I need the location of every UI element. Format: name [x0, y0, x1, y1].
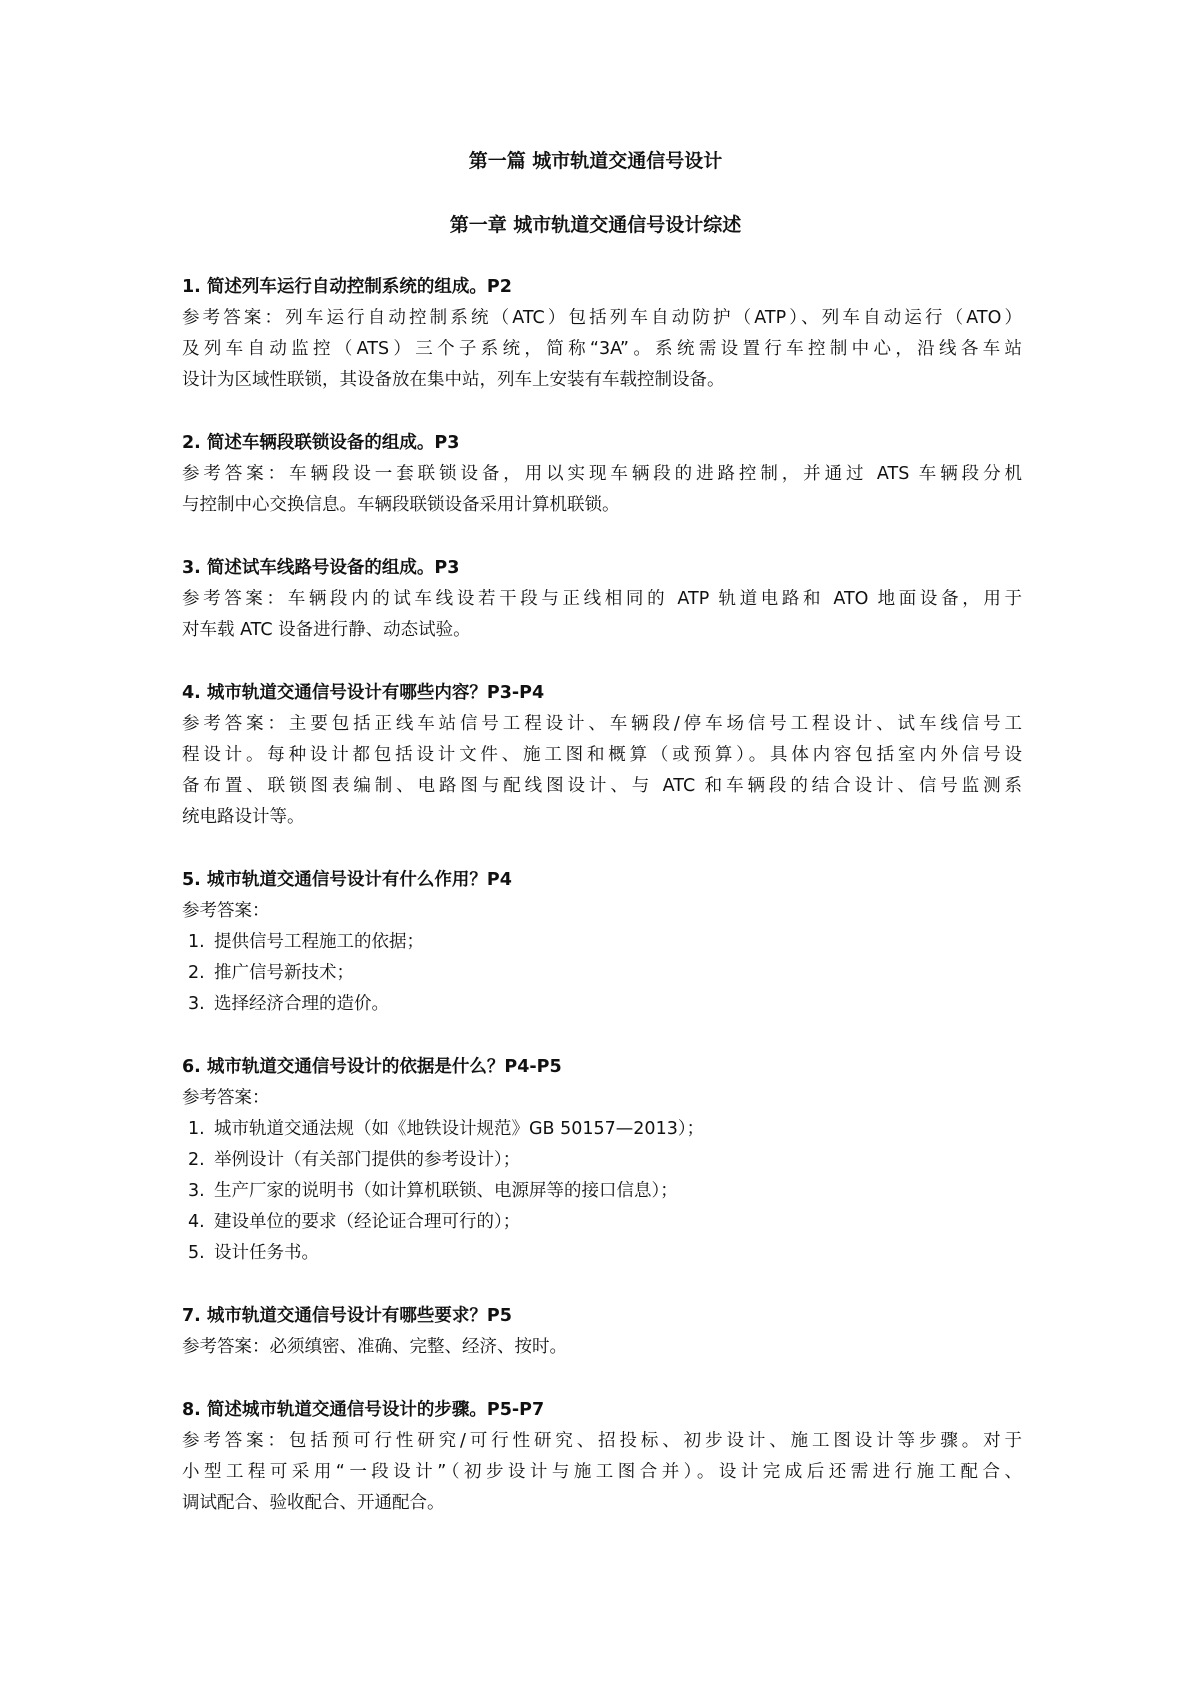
- item-text: 提供信号工程施工的依据；: [214, 932, 424, 952]
- list-item: [182, 1114, 1022, 1145]
- question-8: [182, 1395, 1022, 1519]
- answer-line: 备布置、联锁图表编制、电路图与配线图设计、与 ATC 和车辆段的结合设计、信号监测系: [182, 776, 1022, 796]
- list-item: [182, 1207, 1022, 1238]
- question-title: 8. 简述城市轨道交通信号设计的步骤。P5-P7: [182, 1400, 545, 1420]
- item-number: 2.: [188, 963, 205, 983]
- answer-line: 小型工程可采用“一段设计”（初步设计与施工图合并）。设计完成后还需进行施工配合、: [182, 1462, 1022, 1482]
- question-2: [182, 428, 1022, 521]
- part-title: 第一篇 城市轨道交通信号设计: [468, 150, 723, 172]
- item-number: 3.: [188, 1181, 205, 1201]
- item-text: 城市轨道交通法规（如《地铁设计规范》GB 50157—2013）；: [214, 1119, 705, 1139]
- question-4: [182, 678, 1022, 833]
- list-item: [182, 1238, 1022, 1269]
- question-7: [182, 1301, 1022, 1363]
- answer-line: 设计为区域性联锁，其设备放在集中站，列车上安装有车载控制设备。: [182, 370, 725, 390]
- answer-line: 及列车自动监控（ATS）三个子系统，简称“3A”。系统需设置行车控制中心，沿线各车站: [182, 339, 1022, 359]
- answer-line: 程设计。每种设计都包括设计文件、施工图和概算（或预算）。具体内容包括室内外信号设: [182, 745, 1022, 765]
- question-title: 5. 城市轨道交通信号设计有什么作用？P4: [182, 870, 512, 890]
- list-item: [182, 958, 1022, 989]
- answer-line: 参考答案：主要包括正线车站信号工程设计、车辆段/停车场信号工程设计、试车线信号工: [182, 714, 1022, 734]
- answer-line: 参考答案：包括预可行性研究/可行性研究、招投标、初步设计、施工图设计等步骤。对于: [182, 1431, 1022, 1451]
- question-5: [182, 865, 1022, 1020]
- question-6: [182, 1052, 1022, 1269]
- list-item: [182, 927, 1022, 958]
- answer-line: 统电路设计等。: [182, 807, 305, 827]
- item-text: 选择经济合理的造价。: [214, 994, 389, 1014]
- answer-line: 参考答案：列车运行自动控制系统（ATC）包括列车自动防护（ATP）、列车自动运行（ATO）: [182, 308, 1022, 328]
- item-number: 2.: [188, 1150, 205, 1170]
- answer-line: 参考答案：必须缜密、准确、完整、经济、按时。: [182, 1337, 567, 1357]
- list-item: [182, 1176, 1022, 1207]
- answer-line: 调试配合、验收配合、开通配合。: [182, 1493, 445, 1513]
- question-list: [182, 272, 1022, 1551]
- answer-line: 对车载 ATC 设备进行静、动态试验。: [182, 620, 471, 640]
- answer-line: 与控制中心交换信息。车辆段联锁设备采用计算机联锁。: [182, 495, 620, 515]
- answer-label: 参考答案：: [182, 901, 270, 921]
- item-text: 建设单位的要求（经论证合理可行的）；: [214, 1212, 521, 1232]
- item-text: 举例设计（有关部门提供的参考设计）；: [214, 1150, 521, 1170]
- question-title: 4. 城市轨道交通信号设计有哪些内容？P3-P4: [182, 683, 545, 703]
- answer-line: 参考答案：车辆段设一套联锁设备，用以实现车辆段的进路控制，并通过 ATS 车辆段分机: [182, 464, 1022, 484]
- chapter-title: 第一章 城市轨道交通信号设计综述: [449, 214, 742, 236]
- item-number: 4.: [188, 1212, 205, 1232]
- item-number: 1.: [188, 1119, 205, 1139]
- item-text: 生产厂家的说明书（如计算机联锁、电源屏等的接口信息）；: [214, 1181, 678, 1201]
- question-1: [182, 272, 1022, 396]
- question-title: 2. 简述车辆段联锁设备的组成。P3: [182, 433, 460, 453]
- item-text: 设计任务书。: [214, 1243, 319, 1263]
- item-number: 1.: [188, 932, 205, 952]
- question-title: 7. 城市轨道交通信号设计有哪些要求？P5: [182, 1306, 512, 1326]
- list-item: [182, 1145, 1022, 1176]
- item-number: 3.: [188, 994, 205, 1014]
- item-text: 推广信号新技术；: [214, 963, 354, 983]
- question-title: 1. 简述列车运行自动控制系统的组成。P2: [182, 277, 512, 297]
- question-title: 6. 城市轨道交通信号设计的依据是什么？P4-P5: [182, 1057, 562, 1077]
- answer-line: 参考答案：车辆段内的试车线设若干段与正线相同的 ATP 轨道电路和 ATO 地面设备，用于: [182, 589, 1022, 609]
- list-item: [182, 989, 1022, 1020]
- item-number: 5.: [188, 1243, 205, 1263]
- answer-label: 参考答案：: [182, 1088, 270, 1108]
- question-title: 3. 简述试车线路号设备的组成。P3: [182, 558, 460, 578]
- question-3: [182, 553, 1022, 646]
